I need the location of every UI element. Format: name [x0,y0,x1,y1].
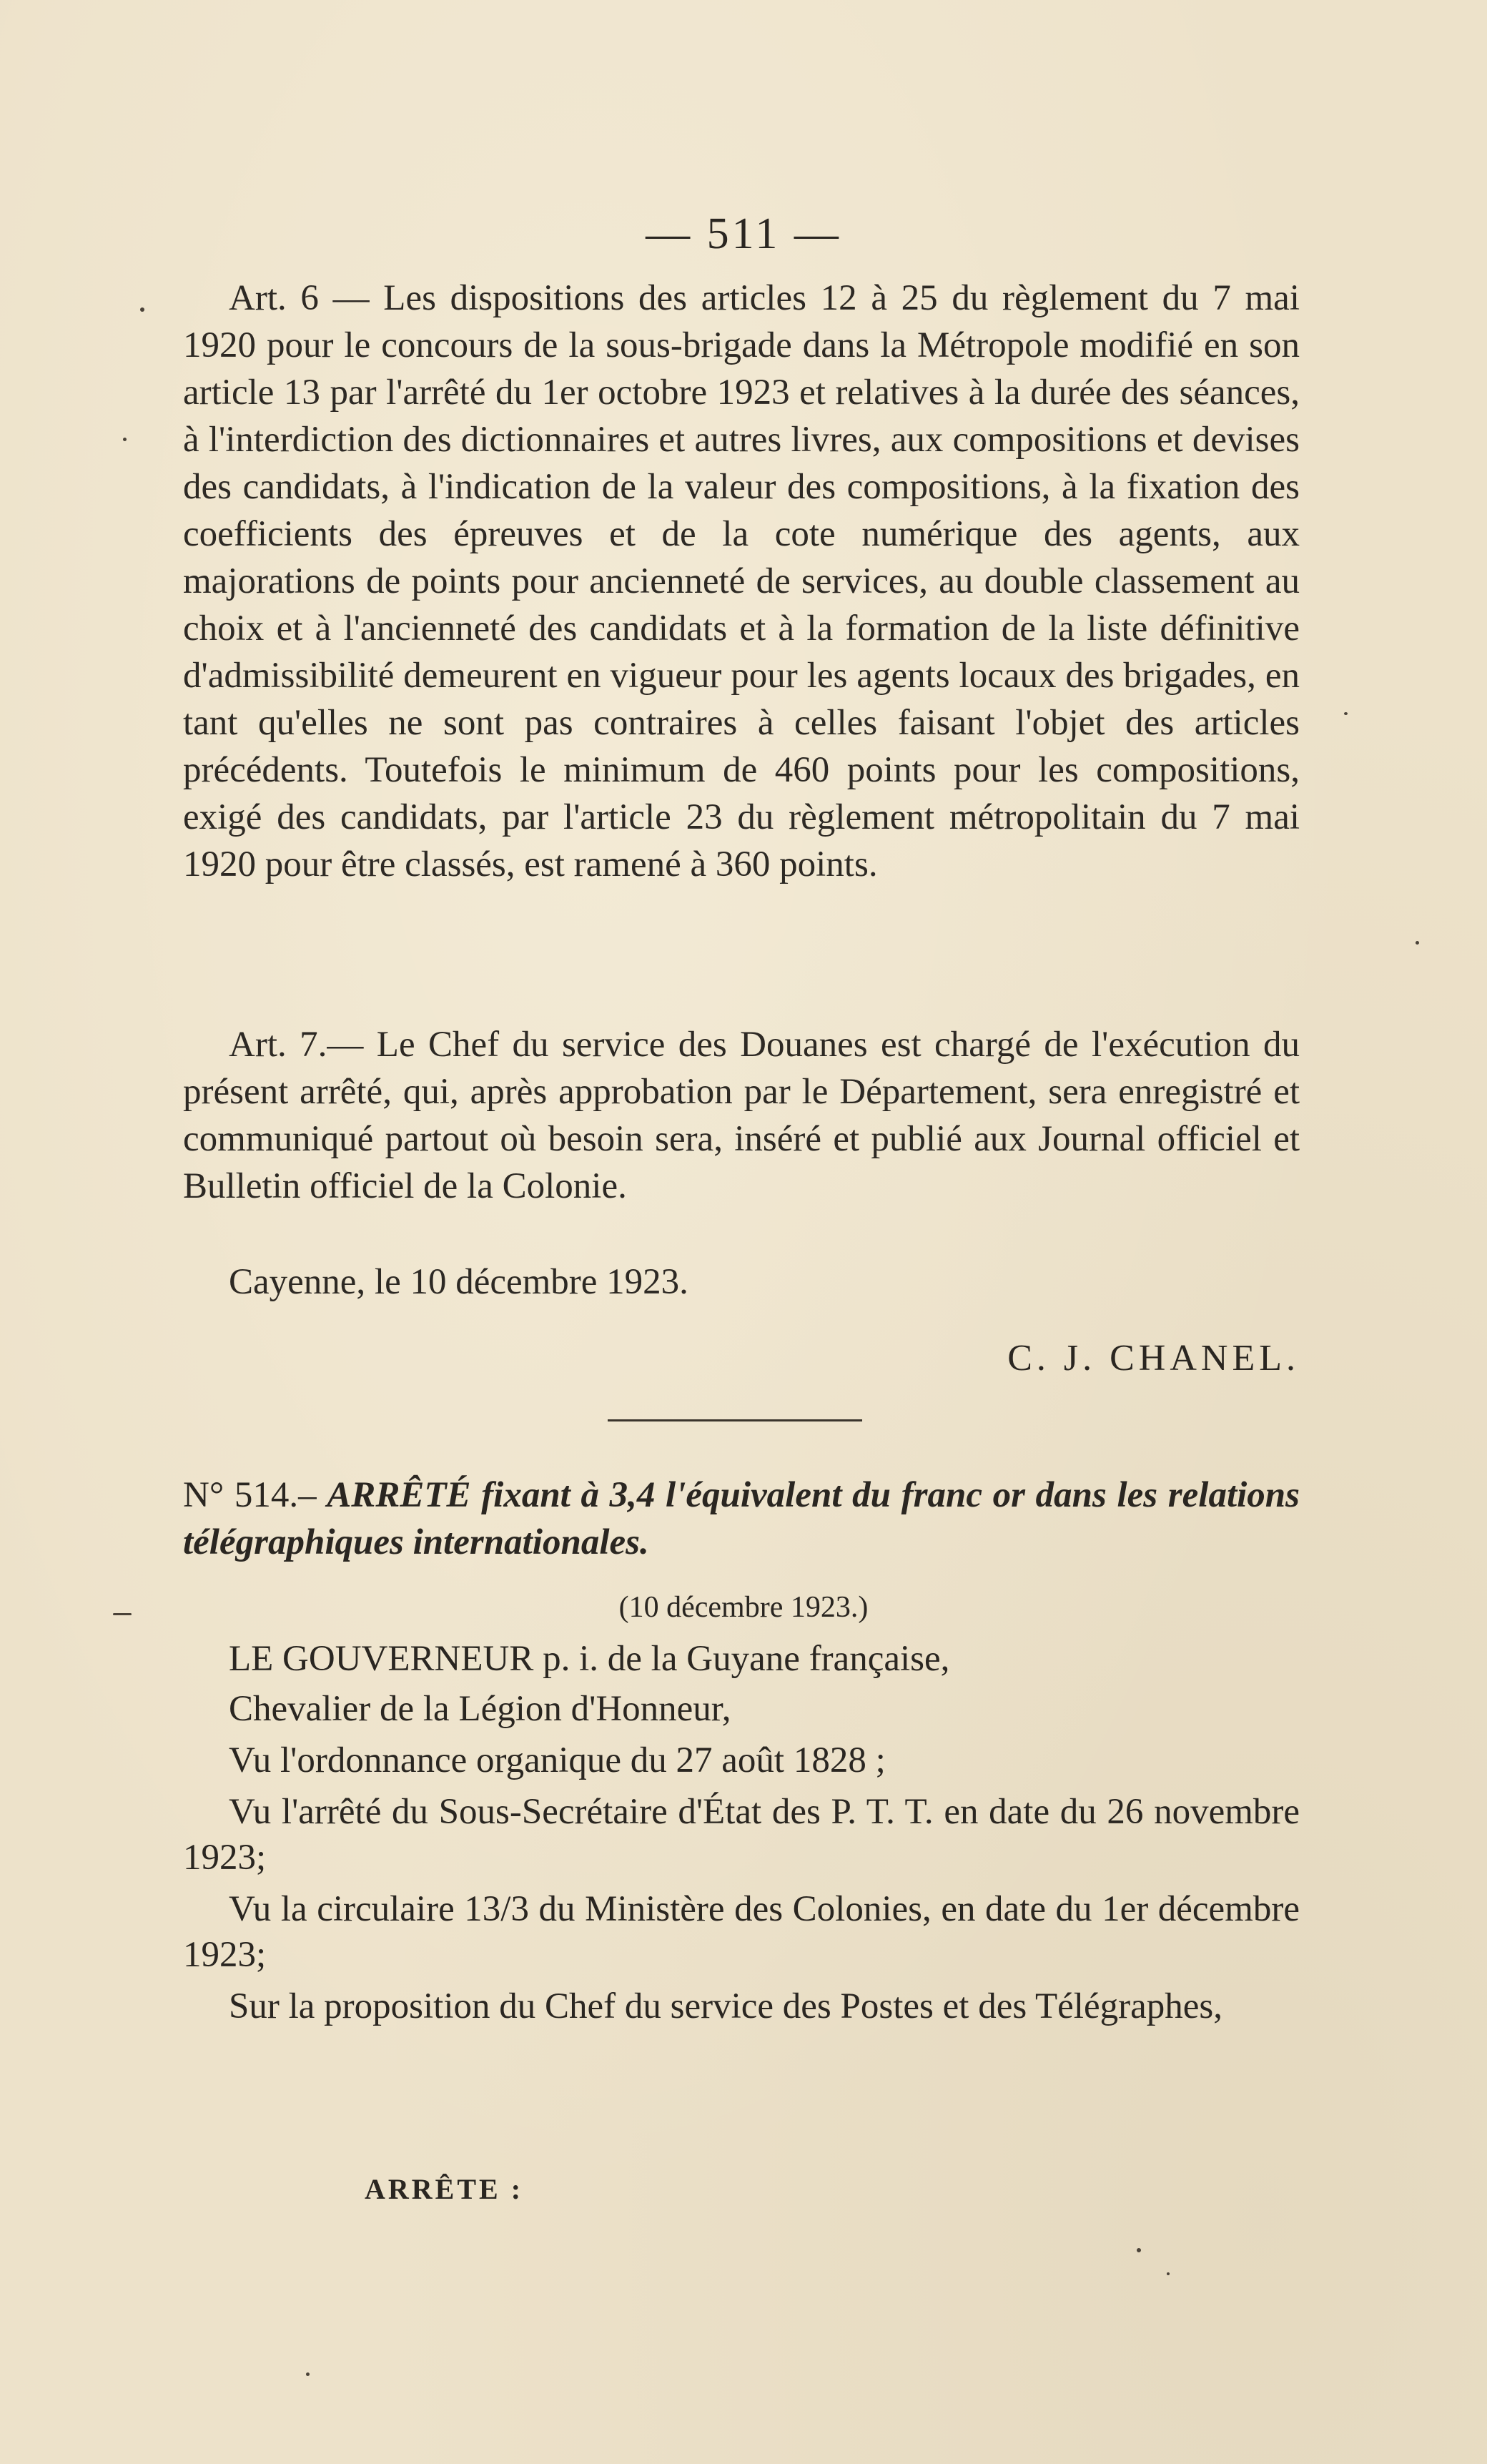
ink-speck [140,307,144,312]
ink-speck [1167,2272,1170,2275]
place-date-text: Cayenne, le 10 décembre 1923. [229,1262,688,1302]
preamble-proposition: Sur la proposition du Chef du service des Postes et des Télégraphes, [229,1986,1222,2026]
ink-speck [1137,2248,1141,2252]
preamble [183,1636,1300,2029]
decree-heading [183,1472,1300,1566]
article-6-text: Art. 6 — Les dispositions des articles 12 à 25 du règlement du 7 mai 1920 pour le concours de la sous-brigade dans la Métropole modifié en son article 13 par l'arrêté du 1er octobre 1923 et relatives à la durée des séances, à l'interdiction des dictionnaires et autres livres, aux compositions et devises des candidats, à l'indication de la valeur des compositions, à la fixation des coefficients des épreuves et de la cote numérique des agents, aux majorations de points pour ancienneté de services, au double classement au choix et à l'ancienneté des candidats et à la formation de la liste définitive d'admissibilité demeurent en vigueur pour les agents locaux des brigades, en tant qu'elles ne sont pas contraires à celles faisant l'objet des articles précédents. Toutefois le minimum de 460 points pour les compositions, exigé des candidats, par l'article 23 du règlement métropolitain du 7 mai 1920 pour être classés, est ramené à 360 points. [183,278,1300,884]
preamble-governor: LE GOUVERNEUR p. i. de la Guyane française, [229,1639,950,1679]
article-7-text: Art. 7.— Le Chef du service des Douanes est chargé de l'exécution du présent arrêté, qui, après approbation par le Département, sera enregistré et communiqué partout où besoin sera, inséré et publié aux Journal officiel et Bulletin officiel de la Colonie. [183,1025,1300,1206]
preamble-arrete-ptt: Vu l'arrêté du Sous-Secrétaire d'État des P. T. T. en date du 26 novembre 1923; [183,1792,1300,1878]
page-number: — 511 — [646,210,841,258]
decree-date: (10 décembre 1923.) [618,1591,869,1624]
decree-number: N° 514.– [183,1475,317,1515]
signature: C. J. CHANEL. [1007,1338,1300,1379]
preamble-chevalier: Chevalier de la Légion d'Honneur, [229,1689,731,1729]
ink-speck [1416,941,1419,945]
article-6 [183,275,1300,888]
preamble-circulaire: Vu la circulaire 13/3 du Ministère des Colonies, en date du 1er décembre 1923; [183,1889,1300,1975]
decree-title: ARRÊTÉ fixant à 3,4 l'équivalent du franc or dans les relations télégraphiques internationales. [183,1475,1300,1562]
section-divider [608,1419,862,1421]
ink-speck [306,2372,310,2376]
ink-speck [113,1613,132,1615]
preamble-ordonnance: Vu l'ordonnance organique du 27 août 1828 ; [229,1740,886,1780]
ink-speck [1344,712,1348,715]
place-date [183,1258,1300,1306]
article-7 [183,1021,1300,1210]
arrete-label: ARRÊTE : [365,2173,524,2205]
ink-speck [123,438,127,441]
